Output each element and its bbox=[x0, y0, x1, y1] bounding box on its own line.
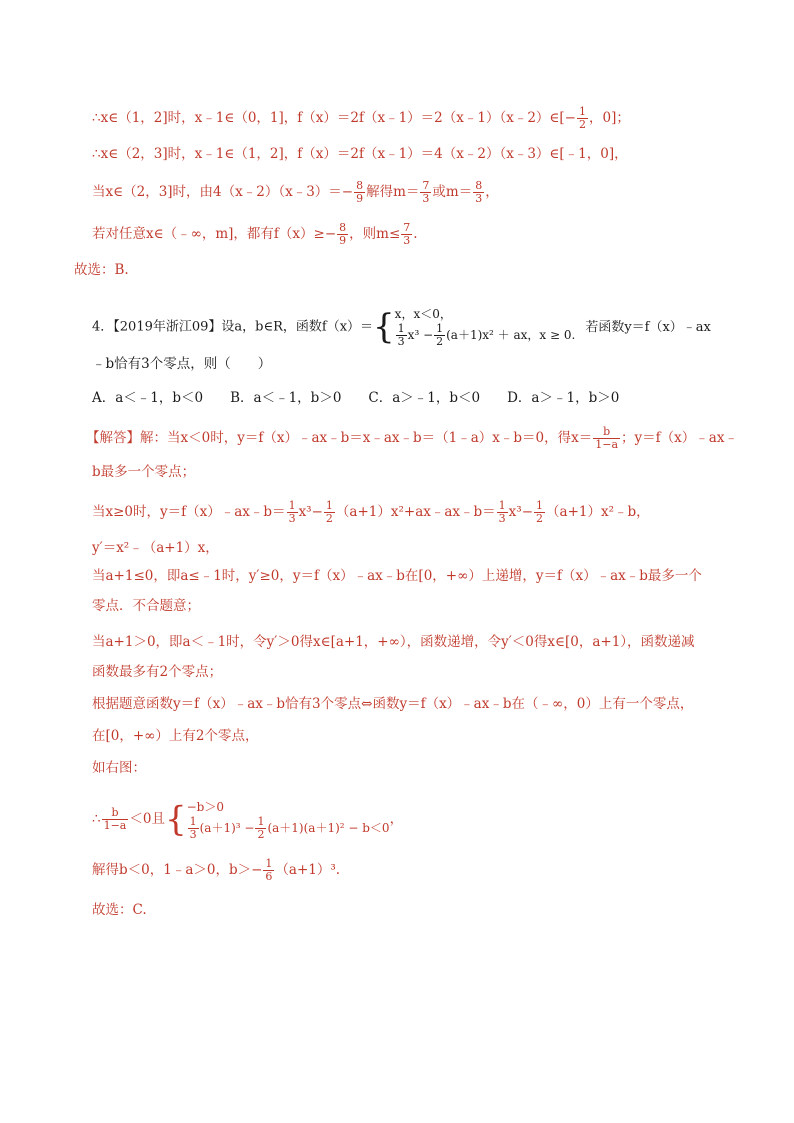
fraction: $\frac{8}{9}$ bbox=[356, 179, 364, 205]
solution-line-s4: y′＝x²﹣（a+1）x， bbox=[92, 540, 219, 556]
answer-choice-c: 故选：C. bbox=[92, 902, 147, 918]
answer-choice-b: 故选：B. bbox=[74, 262, 129, 278]
system-cases: −b＞0 $\frac{1}{3}$ (a＋1)³ − $\frac{1}{2}$ (a＋1)(a＋1)² − b＜0 bbox=[186, 800, 390, 841]
brace: { bbox=[164, 799, 187, 840]
fraction: $\frac{b}{1-a}$ bbox=[595, 425, 619, 451]
fraction: $\frac{8}{9}$ bbox=[339, 221, 347, 247]
brace: { bbox=[373, 307, 395, 347]
solution-line-s6: 零点．不合题意； bbox=[92, 598, 200, 614]
solution-line-1 bbox=[92, 106, 630, 131]
text: ∴x∈（1，2]时，x﹣1∈（0，1]，f（x）＝2f（x﹣1）＝2（x﹣1）（x﹣2）∈[− bbox=[92, 110, 576, 126]
solution-line-4: 若对任意x∈（﹣∞，m]，都有f（x）≥− $\frac{8}{9}$ ，则m≤ $\frac{7}{3}$ . bbox=[92, 221, 418, 247]
solution-line-s7: 当a+1＞0，即a＜﹣1时，令y′＞0得x∈[a+1，+∞），函数递增，令y′＜0得x∈[0，a+1），函数递减 bbox=[92, 634, 695, 650]
solution-line-s12: ∴ $\frac{b}{1-a}$ ＜0且{ −b＞0 $\frac{1}{3}$ (a＋1)³ − $\frac{1}{2}$ (a＋1)(a＋1)² − b＜0 ， bbox=[92, 799, 404, 841]
solution-line-2 bbox=[92, 144, 628, 164]
piecewise-cases: x，x＜0， $\frac{1}{3}$ x³ − $\frac{1}{2}$ (a＋1)x² ＋ ax，x ≥ 0. bbox=[394, 307, 576, 348]
solution-line-s1: 【解答】解：当x＜0时，y＝f（x）﹣ax﹣b＝x﹣ax﹣b＝（1﹣a）x﹣b＝0，得x＝ $\frac{b}{1-a}$ ；y＝f（x）﹣ax﹣ bbox=[86, 425, 738, 451]
question-4-line-2: ﹣b恰有3个零点，则（ ） bbox=[92, 356, 272, 372]
solution-line-s2: b最多一个零点； bbox=[92, 464, 196, 480]
fraction: $\frac{7}{3}$ bbox=[422, 179, 430, 205]
fraction: $\frac{1}{2}$ bbox=[579, 105, 586, 131]
solution-line-s8: 函数最多有2个零点； bbox=[92, 664, 223, 680]
fraction: $\frac{7}{3}$ bbox=[403, 221, 411, 247]
solution-line-s13: 解得b＜0，1﹣a＞0，b＞− $\frac{1}{6}$ （a+1）³. bbox=[92, 857, 341, 883]
question-4: 4．【2019年浙江09】设a，b∈R，函数f（x）＝{ x，x＜0， $\frac{1}{3}$ x³ − $\frac{1}{2}$ (a＋1)x² ＋ ax，x ≥ 0. 若函数y＝f（x）﹣ax bbox=[92, 307, 711, 348]
fraction: $\frac{8}{3}$ bbox=[475, 179, 483, 205]
solution-line-s5: 当a+1≤0，即a≤﹣1时，y′≥0，y＝f（x）﹣ax﹣b在[0，+∞）上递增，y＝f（x）﹣ax﹣b最多一个 bbox=[92, 568, 702, 584]
text: ，0]； bbox=[589, 110, 630, 126]
solution-line-3: 当x∈（2，3]时，由4（x﹣2）（x﹣3）＝− $\frac{8}{9}$ 解得m＝ $\frac{7}{3}$ 或m＝ $\frac{8}{3}$ ， bbox=[92, 179, 499, 205]
solution-line-s9: 根据题意函数y＝f（x）﹣ax﹣b恰有3个零点⇔函数y＝f（x）﹣ax﹣b在（﹣∞，0）上有一个零点， bbox=[92, 696, 694, 712]
solution-line-s11: 如右图： bbox=[92, 760, 146, 776]
options: A．a＜﹣1，b＜0 B．a＜﹣1，b＞0 C．a＞﹣1，b＜0 D．a＞﹣1，b＞0 bbox=[92, 390, 620, 406]
solution-line-s10: 在[0，+∞）上有2个零点， bbox=[92, 728, 259, 744]
text: ∴x∈（2，3]时，x﹣1∈（1，2]，f（x）＝2f（x﹣1）＝4（x﹣2）（x﹣3）∈[﹣1，0]， bbox=[92, 146, 628, 162]
solution-line-s3: 当x≥0时，y＝f（x）﹣ax﹣b＝ $\frac{1}{3}$ x³− $\frac{1}{2}$ （a+1）x²+ax﹣ax﹣b＝ $\frac{1}{3}$ x³− $\frac{1}{2}$ （a+1）x²﹣b， bbox=[92, 499, 650, 525]
